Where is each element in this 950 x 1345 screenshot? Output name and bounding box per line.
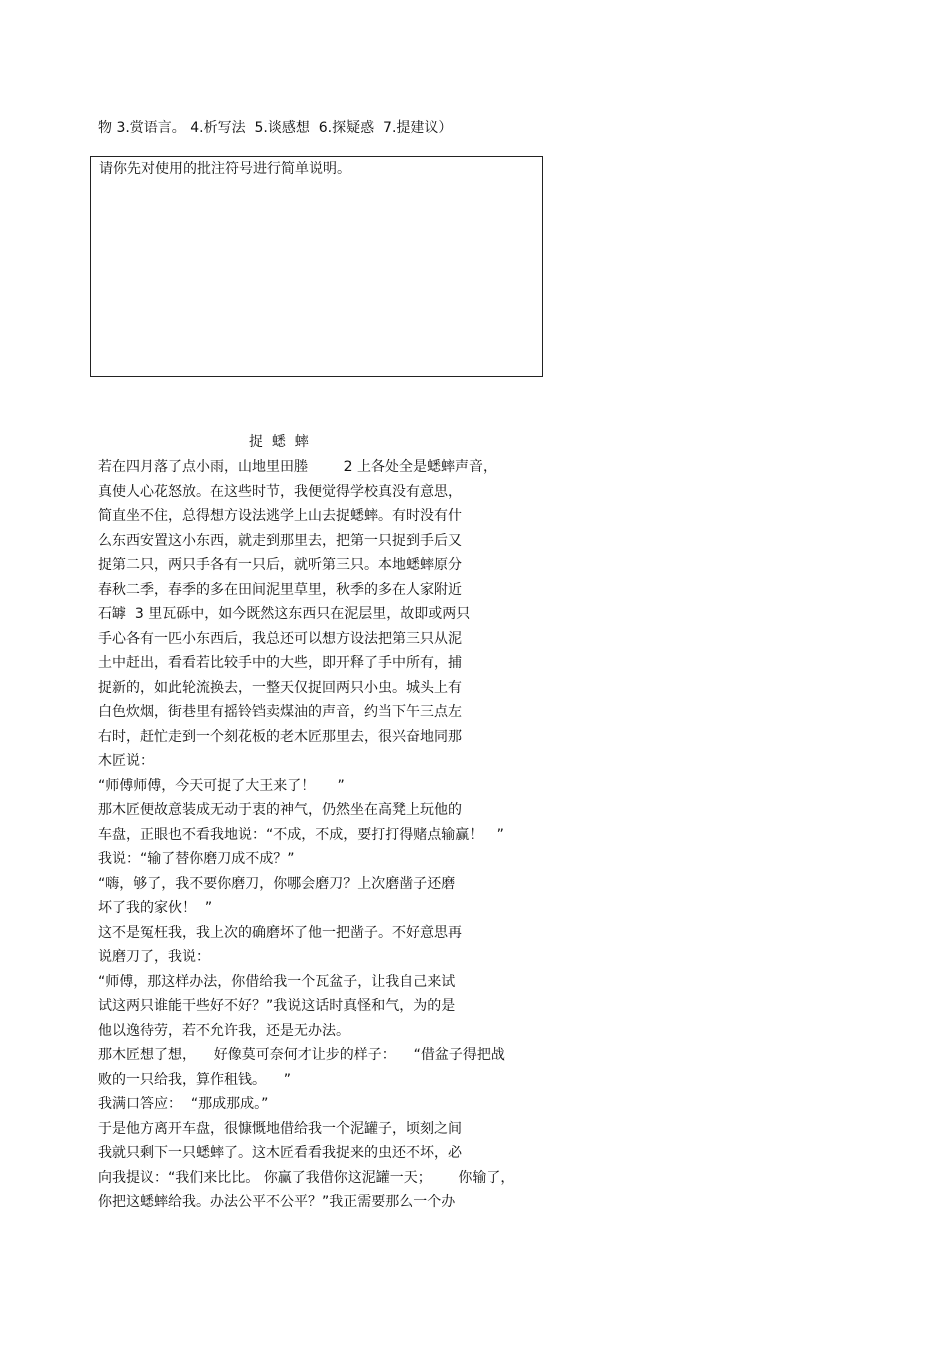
story-line: 春秋二季，春季的多在田间泥里草里，秋季的多在人家附近 [98,581,462,598]
story-line: 捉第二只，两只手各有一只后，就听第三只。本地蟋蟀原分 [98,557,462,573]
story-line: “师傅师傅，今天可捉了大王来了！ ” [98,777,345,794]
story-line: 他以逸待劳，若不允许我，还是无办法。 [98,1022,350,1039]
story-title: 捉 蟋 蟀 [249,434,309,450]
story-line: 右时，赶忙走到一个刻花板的老木匠那里去，很兴奋地同那 [98,728,462,745]
story-line: 向我提议：“我们来比比。 你赢了我借你这泥罐一天； 你输了， [98,1169,515,1186]
story-body [98,455,514,1215]
story-line: 试这两只谁能干些好不好？”我说这话时真怪和气，为的是 [98,998,456,1014]
story-line: 坏了我的家伙！ ” [98,900,213,916]
story-line: 捉新的，如此轮流换去，一整天仅捉回两只小虫。城头上有 [98,679,462,696]
story-line: 么东西安置这小东西，就走到那里去，把第一只捉到手后又 [98,532,462,549]
story-line: 石罅 3 里瓦砾中，如今既然这东西只在泥层里，故即或两只 [98,606,471,622]
annotation-answer-box[interactable] [90,156,543,377]
story-line: 土中赶出，看看若比较手中的大些，即开释了手中所有，捕 [98,655,462,671]
story-line: 你把这蟋蟀给我。办法公平不公平？”我正需要那么一个办 [98,1194,456,1210]
story-line: 我说：“输了替你磨刀成不成？” [98,851,295,867]
story-line: 白色炊烟，街巷里有摇铃铛卖煤油的声音，约当下午三点左 [98,704,462,720]
story-line: 车盘，正眼也不看我地说：“不成，不成，要打打得赌点输赢！ ” [98,826,504,843]
story-line: 于是他方离开车盘，很慷慨地借给我一个泥罐子，顷刻之间 [98,1120,462,1137]
story-line: 真使人心花怒放。在这些时节，我便觉得学校真没有意思， [98,483,462,500]
story-line: 这不是冤枉我，我上次的确磨坏了他一把凿子。不好意思再 [98,924,462,941]
story-line: 败的一只给我，算作租钱。 ” [98,1071,292,1088]
story-line: “嗨，够了，我不要你磨刀，你哪会磨刀？上次磨凿子还磨 [98,875,456,892]
story-line: 木匠说： [98,753,154,769]
story-line: 我满口答应： “那成那成。” [98,1096,269,1112]
instruction-line: 物 3.赏语言。 4.析写法 5.谈感想 6.探疑惑 7.提建议） [98,120,453,136]
story-line: 说磨刀了，我说： [98,949,210,965]
story-line: 那木匠便故意装成无动于衷的神气，仍然坐在高凳上玩他的 [98,802,462,818]
story-line: 简直坐不住，总得想方设法逃学上山去捉蟋蟀。有时没有什 [98,508,462,524]
story-line: “师傅，那这样办法，你借给我一个瓦盆子，让我自己来试 [98,973,456,990]
annotation-prompt: 请你先对使用的批注符号进行简单说明。 [99,161,351,177]
story-line: 那木匠想了想， 好像莫可奈何才让步的样子： “借盆子得把战 [98,1047,505,1063]
story-line: 若在四月落了点小雨，山地里田塍 2 上各处全是蟋蟀声音， [98,459,497,475]
story-line: 手心各有一匹小东西后，我总还可以想方设法把第三只从泥 [98,630,462,647]
story-line: 我就只剩下一只蟋蟀了。这木匠看看我捉来的虫还不坏，必 [98,1145,462,1161]
